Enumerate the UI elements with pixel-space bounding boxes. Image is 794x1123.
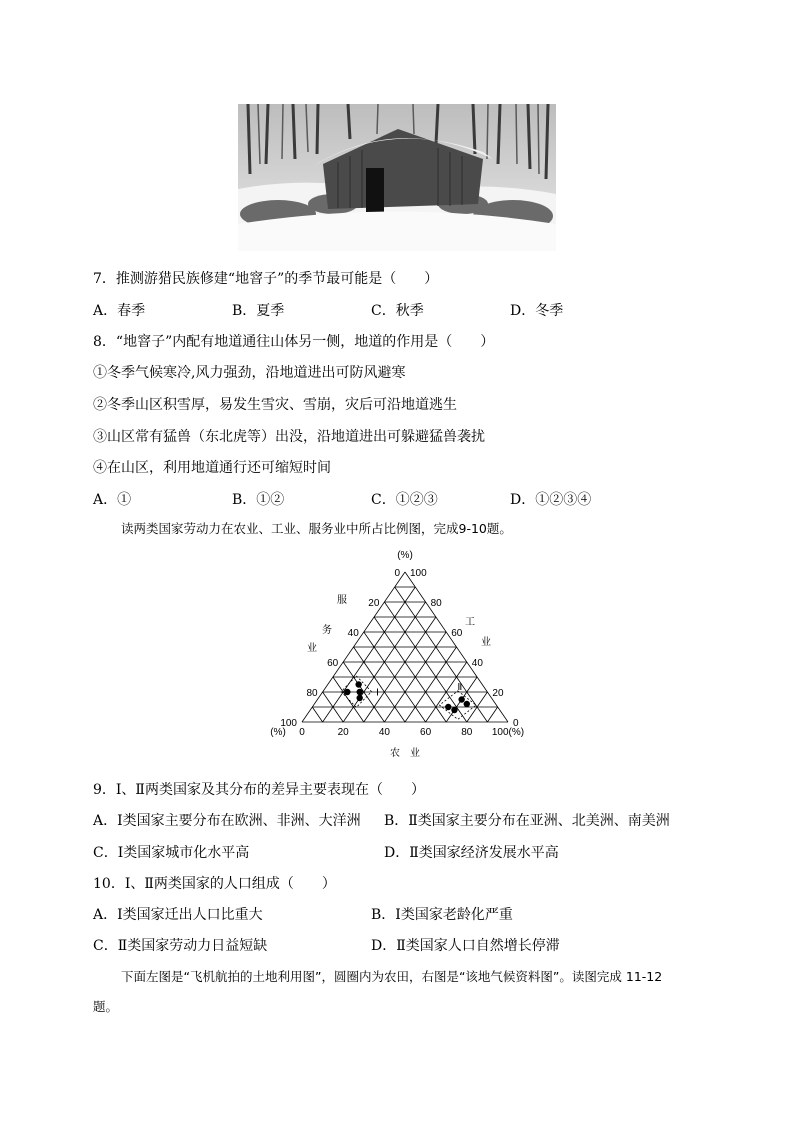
q8-statement-1: ①冬季气候寒冷,风力强劲，沿地道进出可防风避寒 (93, 365, 406, 381)
q8-stem: 8．“地窨子”内配有地道通往山体另一侧，地道的作用是（ ） (93, 334, 495, 350)
service-tick-label: 0 (394, 568, 400, 579)
q8-option-a: A．① (93, 492, 132, 508)
industry-axis-label: 业 (481, 637, 491, 648)
agriculture-tick-label: 60 (420, 727, 432, 738)
group-1-point (356, 695, 362, 701)
q7-option-d: D．冬季 (510, 303, 564, 319)
group-1-point (344, 689, 350, 695)
q10-option-c: C．Ⅱ类国家劳动力日益短缺 (93, 938, 268, 954)
unit-top: (%) (397, 550, 413, 561)
agriculture-tick-label: 40 (378, 727, 390, 738)
q10-option-b: B．Ⅰ类国家老龄化严重 (371, 907, 513, 923)
q9-option-c: C．Ⅰ类国家城市化水平高 (93, 845, 250, 861)
agriculture-tick-label: 100(%) (491, 727, 525, 738)
group-2-point (451, 707, 457, 713)
q9-option-a: A．Ⅰ类国家主要分布在欧洲、非洲、大洋洲 (93, 813, 361, 829)
grid-line (405, 647, 457, 722)
unit-left: (%) (270, 727, 286, 738)
industry-tick-label: 60 (451, 628, 463, 639)
agriculture-tick-label: 80 (461, 727, 473, 738)
intro-9-10: 读两类国家劳动力在农业、工业、服务业中所占比例图，完成9-10题。 (121, 521, 512, 536)
ternary-chart (270, 545, 545, 765)
q8-option-b: B．①② (232, 492, 285, 508)
service-tick-label: 60 (327, 658, 339, 669)
intro-11-12-line2: 题。 (93, 999, 119, 1014)
service-tick-label: 40 (347, 628, 359, 639)
industry-tick-label: 20 (492, 688, 504, 699)
group-2-point (458, 696, 464, 702)
service-tick-label: 100 (280, 718, 297, 729)
q8-statement-3: ③山区常有猛兽（东北虎等）出没，沿地道进出可躲避猛兽袭扰 (93, 429, 485, 445)
industry-tick-label: 80 (430, 598, 442, 609)
q8-statement-4: ④在山区，利用地道通行还可缩短时间 (93, 460, 331, 476)
group-2-label: Ⅱ (457, 681, 463, 693)
grid-line (487, 707, 497, 722)
grid-line (374, 617, 446, 722)
q8-option-d: D．①②③④ (510, 492, 592, 508)
service-axis-label: 业 (307, 643, 317, 654)
group-1-point (355, 681, 361, 687)
q10-option-d: D．Ⅱ类国家人口自然增长停滞 (371, 938, 560, 954)
grid-line (364, 617, 436, 722)
q10-option-a: A．Ⅰ类国家迁出人口比重大 (93, 907, 263, 923)
q7-option-a: A．春季 (93, 303, 146, 319)
group-2-point (445, 704, 451, 710)
service-axis-label: 务 (322, 625, 332, 636)
q10-stem: 10．Ⅰ、Ⅱ两类国家的人口组成（ ） (93, 876, 336, 892)
service-axis-label: 服 (337, 595, 347, 606)
industry-tick-label: 0 (513, 718, 519, 729)
q9-option-b: B．Ⅱ类国家主要分布在亚洲、北美洲、南美洲 (384, 813, 670, 829)
service-tick-label: 20 (368, 598, 380, 609)
grid-line (312, 707, 322, 722)
dugout-house-photo (238, 104, 556, 251)
industry-tick-label: 40 (471, 658, 483, 669)
intro-11-12-line1: 下面左图是“飞机航拍的土地利用图”，圆圈内为农田，右图是“该地气候资料图”。读图完成 11-12 (121, 969, 663, 984)
q7-option-c: C．秋季 (371, 303, 424, 319)
q8-option-c: C．①②③ (371, 492, 438, 508)
ternary-grid (302, 572, 508, 722)
agriculture-tick-label: 0 (299, 727, 305, 738)
industry-axis-label: 工 (465, 617, 475, 628)
industry-tick-label: 100 (410, 568, 427, 579)
q8-statement-2: ②冬季山区积雪厚，易发生雪灾、雪崩，灾后可沿地道逃生 (93, 397, 457, 413)
group-1-label: Ⅰ (376, 687, 379, 699)
q9-stem: 9．Ⅰ、Ⅱ两类国家及其分布的差异主要表现在（ ） (93, 782, 425, 798)
agriculture-tick-label: 20 (337, 727, 349, 738)
q9-option-d: D．Ⅱ类国家经济发展水平高 (384, 845, 559, 861)
group-1-point (356, 689, 362, 695)
q7-option-b: B．夏季 (232, 303, 285, 319)
q7-stem: 7．推测游猎民族修建“地窨子”的季节最可能是（ ） (93, 271, 439, 287)
service-tick-label: 80 (306, 688, 318, 699)
agriculture-axis-label: 农 业 (390, 748, 420, 759)
group-2-point (464, 701, 470, 707)
